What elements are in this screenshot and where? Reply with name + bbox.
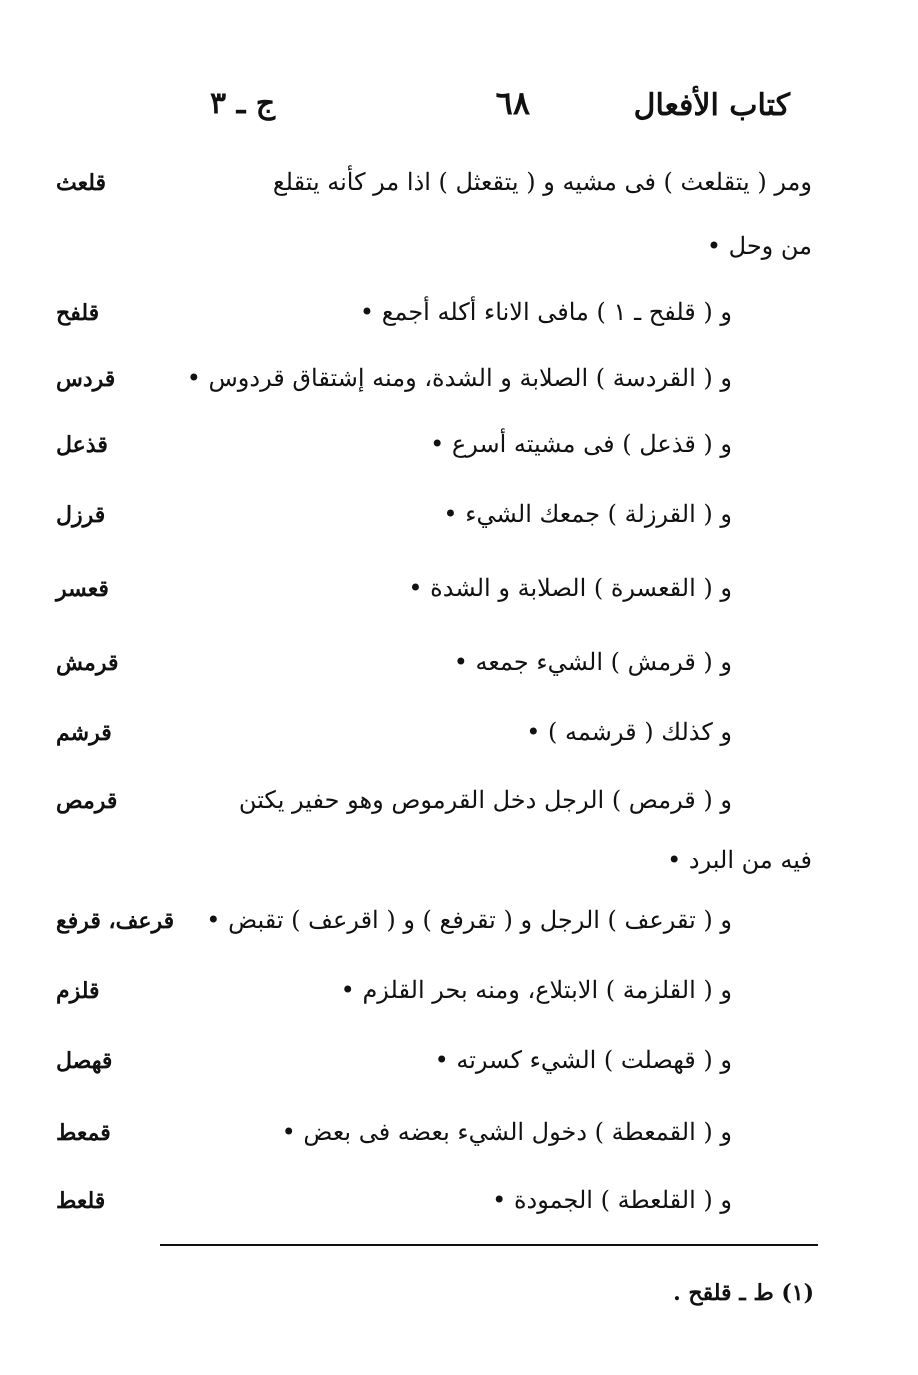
entry-root: قرمش bbox=[56, 650, 119, 676]
entry-root: قلفح bbox=[56, 300, 100, 326]
entry-text: و ( قهصلت ) الشيء كسرته • bbox=[434, 1046, 732, 1074]
footnote: (١) ط ـ قلقح . bbox=[673, 1280, 814, 1306]
entry-row bbox=[40, 976, 820, 1026]
entry-row bbox=[40, 648, 820, 698]
entry-text: و ( القرزلة ) جمعك الشيء • bbox=[443, 500, 732, 528]
entry-root: قرزل bbox=[56, 502, 106, 528]
entry-root: قلعث bbox=[56, 170, 107, 196]
entry-text: و ( قرمش ) الشيء جمعه • bbox=[453, 648, 732, 676]
entry-root: قرعف، قرفع bbox=[56, 908, 175, 934]
entry-root: قلعط bbox=[56, 1188, 106, 1214]
entry-text: و ( القلزمة ) الابتلاع، ومنه بحر القلزم • bbox=[340, 976, 732, 1004]
entry-root: قذعل bbox=[56, 432, 108, 458]
entry-root: قمعط bbox=[56, 1120, 111, 1146]
entry-row bbox=[40, 500, 820, 550]
entry-root: قرشم bbox=[56, 720, 112, 746]
entry-text: و ( قرمص ) الرجل دخل القرموص وهو حفير يكتن bbox=[238, 786, 732, 814]
entry-text: فيه من البرد • bbox=[667, 846, 812, 874]
entry-root: قرمص bbox=[56, 788, 118, 814]
entry-row bbox=[40, 846, 820, 896]
book-title: كتاب الأفعال bbox=[633, 88, 790, 123]
footnote-divider bbox=[160, 1244, 818, 1246]
entry-text: و ( القمعطة ) دخول الشيء بعضه فى بعض • bbox=[281, 1118, 732, 1146]
entry-row bbox=[40, 1186, 820, 1236]
entry-text: و كذلك ( قرشمه ) • bbox=[526, 718, 732, 746]
entry-root: قلزم bbox=[56, 978, 100, 1004]
entry-text: ومر ( يتقلعث ) فى مشيه و ( يتقعثل ) اذا مر كأنه يتقلع bbox=[272, 168, 812, 196]
entry-text: و ( قذعل ) فى مشيته أسرع • bbox=[430, 430, 732, 458]
entry-root: قعسر bbox=[56, 576, 109, 602]
entry-row bbox=[40, 430, 820, 480]
entry-row bbox=[40, 168, 820, 218]
entry-row bbox=[40, 1046, 820, 1096]
entry-root: قهصل bbox=[56, 1048, 113, 1074]
entry-text: و ( القلعطة ) الجمودة • bbox=[492, 1186, 732, 1214]
entry-text: من وحل • bbox=[706, 232, 812, 260]
entry-text: و ( القردسة ) الصلابة و الشدة، ومنه إشتقاق قردوس • bbox=[186, 364, 732, 392]
entry-root: قردس bbox=[56, 366, 116, 392]
entry-row bbox=[40, 786, 820, 836]
entry-text: و ( قلفح ـ ١ ) مافى الاناء أكله أجمع • bbox=[359, 298, 732, 326]
entry-row bbox=[40, 906, 820, 956]
entry-row bbox=[40, 298, 820, 348]
entry-row bbox=[40, 232, 820, 282]
volume-label: ج ـ ٣ bbox=[210, 86, 276, 121]
entry-row bbox=[40, 364, 820, 414]
page-number: ٦٨ bbox=[495, 84, 530, 122]
entry-row bbox=[40, 718, 820, 768]
entry-row bbox=[40, 1118, 820, 1168]
entry-text: و ( القعسرة ) الصلابة و الشدة • bbox=[408, 574, 732, 602]
entry-row bbox=[40, 574, 820, 624]
entry-text: و ( تقرعف ) الرجل و ( تقرفع ) و ( اقرعف ) تقبض • bbox=[206, 906, 732, 934]
